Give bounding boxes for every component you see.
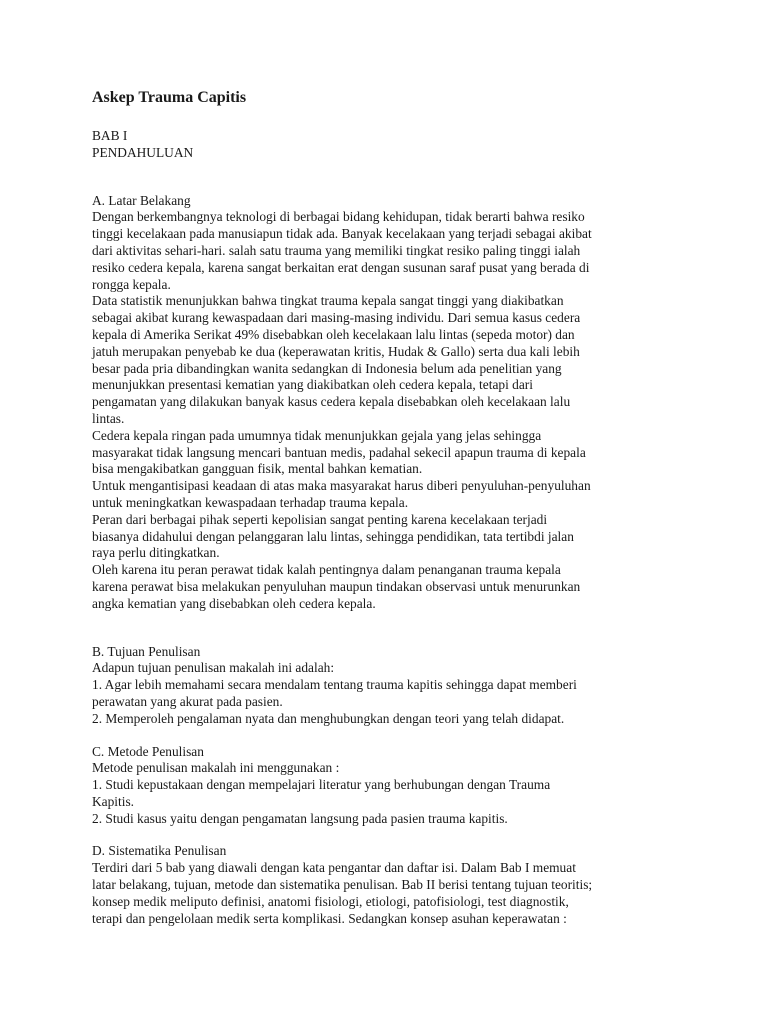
document-title: Askep Trauma Capitis: [92, 89, 247, 106]
text-line: Oleh karena itu peran perawat tidak kalah pentingnya dalam penanganan trauma kepala: [92, 562, 561, 578]
text-line: jatuh merupakan penyebab ke dua (keperawatan kritis, Hudak & Gallo) serta dua kali lebih: [92, 343, 580, 359]
text-line: untuk meningkatkan kewaspadaan terhadap trauma kepala.: [92, 494, 409, 510]
text-line: konsep medik meliputo definisi, anatomi fisiologi, etiologi, patofisiologi, test diagnostik,: [92, 893, 569, 909]
text-line: Dengan berkembangnya teknologi di berbagai bidang kehidupan, tidak berarti bahwa resiko: [92, 209, 585, 225]
text-line: sebagai akibat kurang kewaspadaan dari masing-masing individu. Dari semua kasus cedera: [92, 310, 581, 326]
document-content: [92, 88, 677, 927]
text-line: Kapitis.: [92, 793, 135, 809]
section-heading: B. Tujuan Penulisan: [92, 643, 201, 659]
text-line: bisa mengakibatkan gangguan fisik, mental bahkan kematian.: [92, 461, 423, 477]
text-line: resiko cedera kepala, karena sangat berkaitan erat dengan susunan saraf pusat yang berada di: [92, 259, 590, 275]
text-line: masyarakat tidak langsung mencari bantuan medis, padahal sekecil apapun trauma di kepala: [92, 444, 586, 460]
text-line: pengamatan yang dilakukan banyak kasus cedera kepala disebabkan oleh kecelakaan lalu: [92, 394, 571, 410]
text-line: 2. Studi kasus yaitu dengan pengamatan langsung pada pasien trauma kapitis.: [92, 810, 508, 826]
text-line: Cedera kepala ringan pada umumnya tidak menunjukkan gejala yang jelas sehingga: [92, 427, 542, 443]
text-line: 1. Studi kepustakaan dengan mempelajari literatur yang berhubungan dengan Trauma: [92, 777, 551, 793]
text-line: karena perawat bisa melakukan penyuluhan maupun tindakan observasi untuk menurunkan: [92, 578, 581, 594]
section-metode-penulisan: [92, 744, 677, 828]
section-heading: D. Sistematika Penulisan: [92, 843, 227, 859]
section-heading: A. Latar Belakang: [92, 192, 191, 208]
text-line: Terdiri dari 5 bab yang diawali dengan kata pengantar dan daftar isi. Dalam Bab I memuat: [92, 860, 576, 876]
text-line: Metode penulisan makalah ini menggunakan :: [92, 760, 340, 776]
text-line: Peran dari berbagai pihak seperti kepolisian sangat penting karena kecelakaan terjadi: [92, 511, 548, 527]
chapter-title: PENDAHULUAN: [92, 144, 194, 160]
text-line: perawatan yang akurat pada pasien.: [92, 693, 283, 709]
text-line: Adapun tujuan penulisan makalah ini adalah:: [92, 660, 335, 676]
text-line: raya perlu ditingkatkan.: [92, 545, 220, 561]
text-line: Untuk mengantisipasi keadaan di atas maka masyarakat harus diberi penyuluhan-penyuluhan: [92, 478, 591, 494]
text-line: rongga kepala.: [92, 276, 171, 292]
chapter-number: BAB I: [92, 128, 128, 143]
section-heading: C. Metode Penulisan: [92, 743, 204, 759]
text-line: biasanya didahului dengan pelanggaran lalu lintas, sehingga pendidikan, tata tertibdi jalan: [92, 528, 574, 544]
text-line: dari aktivitas sehari-hari. salah satu trauma yang memiliki tingkat resiko paling tinggi ialah: [92, 242, 581, 258]
text-line: tinggi kecelakaan pada manusiapun tidak ada. Banyak kecelakaan yang terjadi sebagai akibat: [92, 226, 592, 242]
text-line: terapi dan pengelolaan medik serta komplikasi. Sedangkan konsep asuhan keperawatan :: [92, 910, 567, 926]
section-sistematika-penulisan: [92, 843, 677, 927]
text-line: 2. Memperoleh pengalaman nyata dan menghubungkan dengan teori yang telah didapat.: [92, 710, 565, 726]
text-line: kepala di Amerika Serikat 49% disebabkan oleh kecelakaan lalu lintas (sepeda motor) dan: [92, 326, 575, 342]
text-line: besar pada pria dibandingkan wanita sedangkan di Indonesia belum ada penelitian yang: [92, 360, 562, 376]
text-line: 1. Agar lebih memahami secara mendalam tentang trauma kapitis sehingga dapat memberi: [92, 677, 577, 693]
text-line: latar belakang, tujuan, metode dan sistematika penulisan. Bab II berisi tentang tujuan teoritis;: [92, 877, 593, 893]
section-latar-belakang: [92, 193, 677, 613]
section-tujuan-penulisan: [92, 644, 677, 728]
text-line: angka kematian yang disebabkan oleh cedera kepala.: [92, 595, 376, 611]
text-line: Data statistik menunjukkan bahwa tingkat trauma kepala sangat tinggi yang diakibatkan: [92, 293, 564, 309]
text-line: lintas.: [92, 410, 125, 426]
text-line: menunjukkan presentasi kematian yang diakibatkan oleh cedera kepala, tetapi dari: [92, 377, 533, 393]
chapter-heading: [92, 128, 677, 162]
